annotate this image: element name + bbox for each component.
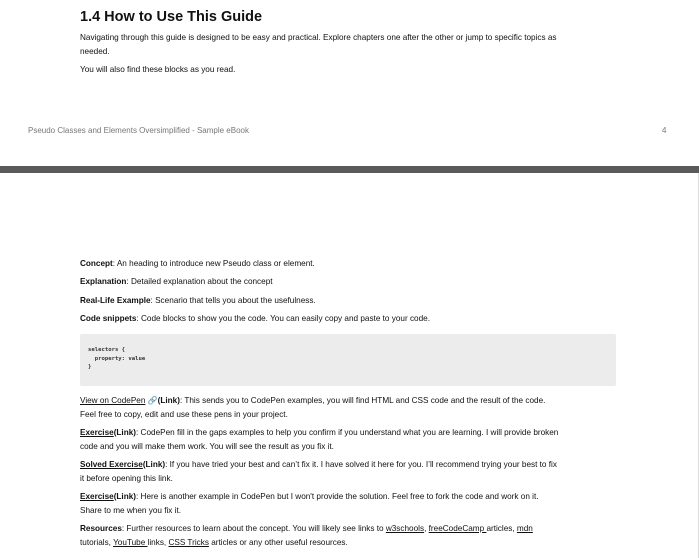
solved-row <box>80 458 620 485</box>
codepen-link-label: (Link) <box>157 396 180 405</box>
resources-row <box>80 522 620 549</box>
exercise-row <box>80 426 620 453</box>
resources-tutorials: tutorials, <box>80 537 114 547</box>
code-block[interactable] <box>80 334 616 386</box>
codepen-text-1: : This sends you to CodePen examples, you will find HTML and CSS code and the result of the code. <box>179 396 546 405</box>
explanation-row <box>80 275 620 289</box>
exercise2-link-label: (Link) <box>113 492 136 501</box>
explanation-text: : Detailed explanation about the concept <box>126 277 273 286</box>
codepen-row <box>80 394 620 421</box>
youtube-link[interactable]: YouTube <box>113 537 148 547</box>
reallife-row <box>80 294 620 308</box>
concept-row <box>80 257 620 271</box>
solved-text-1: : If you have tried your best and can’t fix it. I have solved it here for you. I’ll recommend trying your best to fix <box>165 460 557 469</box>
resources-text: : Further resources to learn about the concept. You will likely see links to <box>121 524 386 533</box>
freecodecamp-link[interactable]: freeCodeCamp <box>428 524 487 533</box>
section-heading: 1.4 How to Use This Guide <box>80 9 263 25</box>
exercise2-text-2: Share to me when you fix it. <box>80 505 182 515</box>
resources-end: articles or any other useful resources. <box>208 537 348 547</box>
solved-link-label: (Link) <box>142 460 166 469</box>
concept-text: : An heading to introduce new Pseudo class or element. <box>112 259 315 268</box>
resources-sep: , <box>424 524 429 533</box>
csstricks-link[interactable]: CSS Tricks <box>168 537 209 547</box>
intro-line-2: needed. <box>80 47 110 56</box>
code-line-3: } <box>88 364 92 371</box>
resources-articles: articles, <box>486 524 517 533</box>
codepen-link[interactable]: View on CodePen <box>80 396 146 405</box>
reallife-label: Real-Life Example <box>80 296 151 305</box>
exercise2-text-1: : Here is another example in CodePen but I won't provide the solution. Feel free to fork the code and work on it. <box>136 492 539 501</box>
exercise-link[interactable]: Exercise <box>80 428 114 437</box>
link-icon[interactable]: 🔗 <box>147 396 158 405</box>
w3schools-link[interactable]: w3schools <box>385 524 425 533</box>
mdn-link[interactable]: mdn <box>516 524 533 533</box>
resources-label: Resources <box>80 524 122 533</box>
solved-text-2: it before opening this link. <box>80 473 173 483</box>
exercise-text-1: : CodePen fill in the gaps examples to help you confirm if you understand what you are learning. I will provide broken <box>136 428 559 437</box>
snippets-row <box>80 312 620 326</box>
exercise-text-2: code and you will make them work. You will see the result as you fix it. <box>80 441 334 451</box>
concept-label: Concept <box>80 259 113 268</box>
page-separator <box>0 166 699 173</box>
intro-paragraph <box>80 31 625 59</box>
page-4 <box>0 0 699 166</box>
reallife-text: : Scenario that tells you about the usefulness. <box>150 296 316 305</box>
solved-exercise-link[interactable]: Solved Exercise <box>80 460 143 469</box>
blocks-paragraph: You will also find these blocks as you read. <box>80 65 236 74</box>
snippets-label: Code snippets <box>80 314 137 323</box>
snippets-text: : Code blocks to show you the code. You can easily copy and paste to your code. <box>136 314 430 323</box>
resources-links: links, <box>147 537 169 547</box>
explanation-label: Explanation <box>80 277 127 286</box>
exercise2-row <box>80 490 620 517</box>
code-line-2: property: value <box>88 355 146 362</box>
code-line-1: selectors { <box>88 347 126 353</box>
codepen-text-2: Feel free to copy, edit and use these pens in your project. <box>80 409 288 419</box>
footer-title: Pseudo Classes and Elements Oversimplified - Sample eBook <box>28 126 249 135</box>
exercise2-link[interactable]: Exercise <box>80 492 114 501</box>
exercise-link-label: (Link) <box>113 428 136 437</box>
intro-line-1: Navigating through this guide is designed to be easy and practical. Explore chapters one after the other or jump to specific topics as <box>80 33 557 42</box>
page-number: 4 <box>662 126 667 135</box>
